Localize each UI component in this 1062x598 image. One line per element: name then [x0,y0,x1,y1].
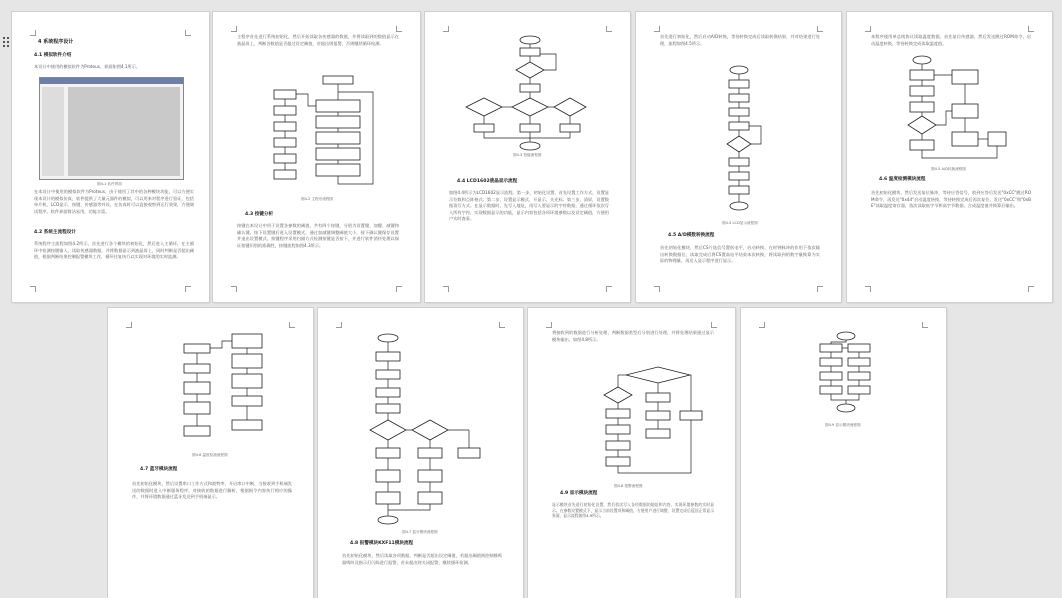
document-page-1 [12,12,209,302]
paragraph: 首先初始化模块，然后读取各项数据，判断是否超出设定阈值，若超出阈值则控制蜂鸣器鸣叫及指示灯闪烁进行报警，若未超出则关闭报警，继续循环检测。 [342,553,502,565]
figure-caption: 图4.4 LCD显示流程图 [722,221,758,225]
main-flowchart [268,72,388,194]
section-heading: 4.3 按键分析 [245,212,274,217]
section-heading: 4.7 蓝牙模块流程 [140,467,178,472]
paragraph: 首先初始化模块，然后CS片选信号置低电平，启动转换，在时钟脉冲的作用下依次输出转换数据位，读取完成后将CS置高电平结束本次转换，将读取到的数字量换算为实际的物理量，再送入显示程序进行显示。 [660,245,820,264]
document-page-2 [213,12,420,302]
paragraph: 如图4.4所示为LCD1602显示流程。第一步，初始化设置，首先设置工作方式，设置显示位数和点阵格式；第二步，设置显示模式，开显示、关光标；第三步，清屏，设置数据读写方式。在显示数据时，先写入地址，再写入要显示的字符数据，通过循环依次写入所有字符，实现数据显示的功能，显示内容包括各项环境参数以及设定阈值，方便用户实时查看。 [449,190,609,222]
paragraph: 在本设计中使用的模拟软件为Proteus，由于使用了其中的各种模块功能，可以方便实现本设计的模拟仿真，软件提供了大量元器件的模拟，可以用来对程序进行验证，包括单片机、LCD显示、按键、传感器等外设，在仿真时可以直接观察到运行效果，方便调试程序。软件界面简洁易用，功能丰富。 [34,189,194,214]
paragraph: 显示模块首先进行初始化设置，然后依次写入各项数据的地址和内容，实现环境参数的实时显示。在参数设置模式下，显示当前设置项和阈值，方便用户进行调整，设置完成后返回正常显示界面，显示流程如图4.9所示。 [552,502,714,519]
document-page-4 [636,12,841,302]
paragraph: 按键在本设计中用于设置各参数的阈值，共有四个按键，分别为设置键、加键、减键和确认键。按下设置键后进入设置模式，通过加减键调整阈值大小，按下确认键保存设置并退出设置模式。按键程序采用扫描方式检测按键是否按下，并进行软件消抖处理以保证按键识别的准确性，按键流程如图4.3所示。 [237,223,399,248]
section-heading: 4.5 A/D模数转换流程 [668,233,715,238]
paragraph: 将接收到的数据进行分析处理，判断数据类型后分别进行处理，并将处理结果通过显示模块输出，如图4.8所示。 [552,330,714,342]
paragraph: 首先初始化模块，然后设置串口工作方式和波特率，开启串口中断，当接收到手机端发送的数据时进入中断服务程序，对接收的数据进行解析，根据指令内容执行相应的操作，并将环境数据通过蓝牙发送到手机端显示。 [132,481,292,500]
paragraph: 本程序使用单总线协议读取温度数据，首先复位传感器，然后发送跳过ROM命令，启动温度转换，等待转换完成读取温度值。 [871,34,1031,46]
document-page-8 [528,308,735,598]
display-flowchart [816,330,876,420]
document-page-3 [425,12,630,302]
section-heading: 4.6 温度检测模块流程 [879,177,926,182]
temperature-flowchart [178,330,288,450]
page-nav-icon[interactable] [3,37,12,46]
document-page-5 [847,12,1052,302]
ad-flowchart [902,54,1012,164]
figure-caption: 图4.7 蓝牙模块流程图 [402,530,438,534]
software-screenshot-figure [39,77,184,180]
document-page-7 [318,308,523,598]
alarm-flowchart [598,363,708,483]
figure-caption: 图4.8 报警流程图 [614,484,643,488]
paragraph: 首先进行初始化，然后启动A/D转换，等待转换完成后读取转换结果，并对结果进行处理，流程如图4.5所示。 [660,34,820,46]
section-heading: 4.2 系统主流程设计 [34,230,76,235]
document-page-6 [108,308,313,598]
document-page-9 [741,308,946,598]
figure-caption: 图4.5 A/D转换流程图 [931,167,966,171]
paragraph: 主程序首先进行系统初始化，然后开始读取各传感器的数值，并将读取到的数值显示在液晶屏上，判断各数值是否超过设定阈值，若超出则报警，否则继续循环检测。 [237,34,399,46]
figure-caption: 图4.6 温度检测流程图 [192,453,228,457]
section-heading: 4.9 显示模块流程 [560,491,598,496]
lcd-flowchart [721,64,771,214]
bluetooth-flowchart [368,330,488,530]
section-heading: 4.4 LCD1602液晶显示流程 [457,179,518,184]
figure-caption: 图4.1 软件界面 [97,182,122,186]
chapter-heading: 4 系统程序设计 [38,39,74,45]
paragraph: 本设计中使用的模拟软件为Proteus，界面如图4.1所示。 [34,64,141,69]
paragraph: 首先初始化模块，然后发送复位脉冲，等待应答信号，收到应答后发送"0xCC"跳过ROM命令，再发送"0x44"启动温度转换，等待转换完成后再次复位，发送"0xCC"和"0xBE"读取温度寄存器，依次读取低字节和高字节数据，合成温度值并换算后输出。 [871,190,1031,209]
figure-caption: 图4.9 显示模块流程图 [825,423,861,427]
figure-caption: 图4.2 主程序流程图 [301,197,334,201]
section-heading: 4.8 报警模块KXF11模块流程 [350,541,414,546]
paragraph: 系统程序主流程如图4.2所示，首先进行各个模块的初始化，然后进入主循环，在主循环中检测按键输入，读取传感器数据，并将数据显示到液晶屏上，同时判断是否超出阈值，根据判断结果控制报警模块工作，循环往复执行以实现对环境的实时监测。 [34,241,194,260]
section-heading: 4.1 模拟软件介绍 [34,53,72,58]
figure-caption: 图4.3 按键流程图 [513,153,542,157]
key-flowchart [460,34,590,152]
